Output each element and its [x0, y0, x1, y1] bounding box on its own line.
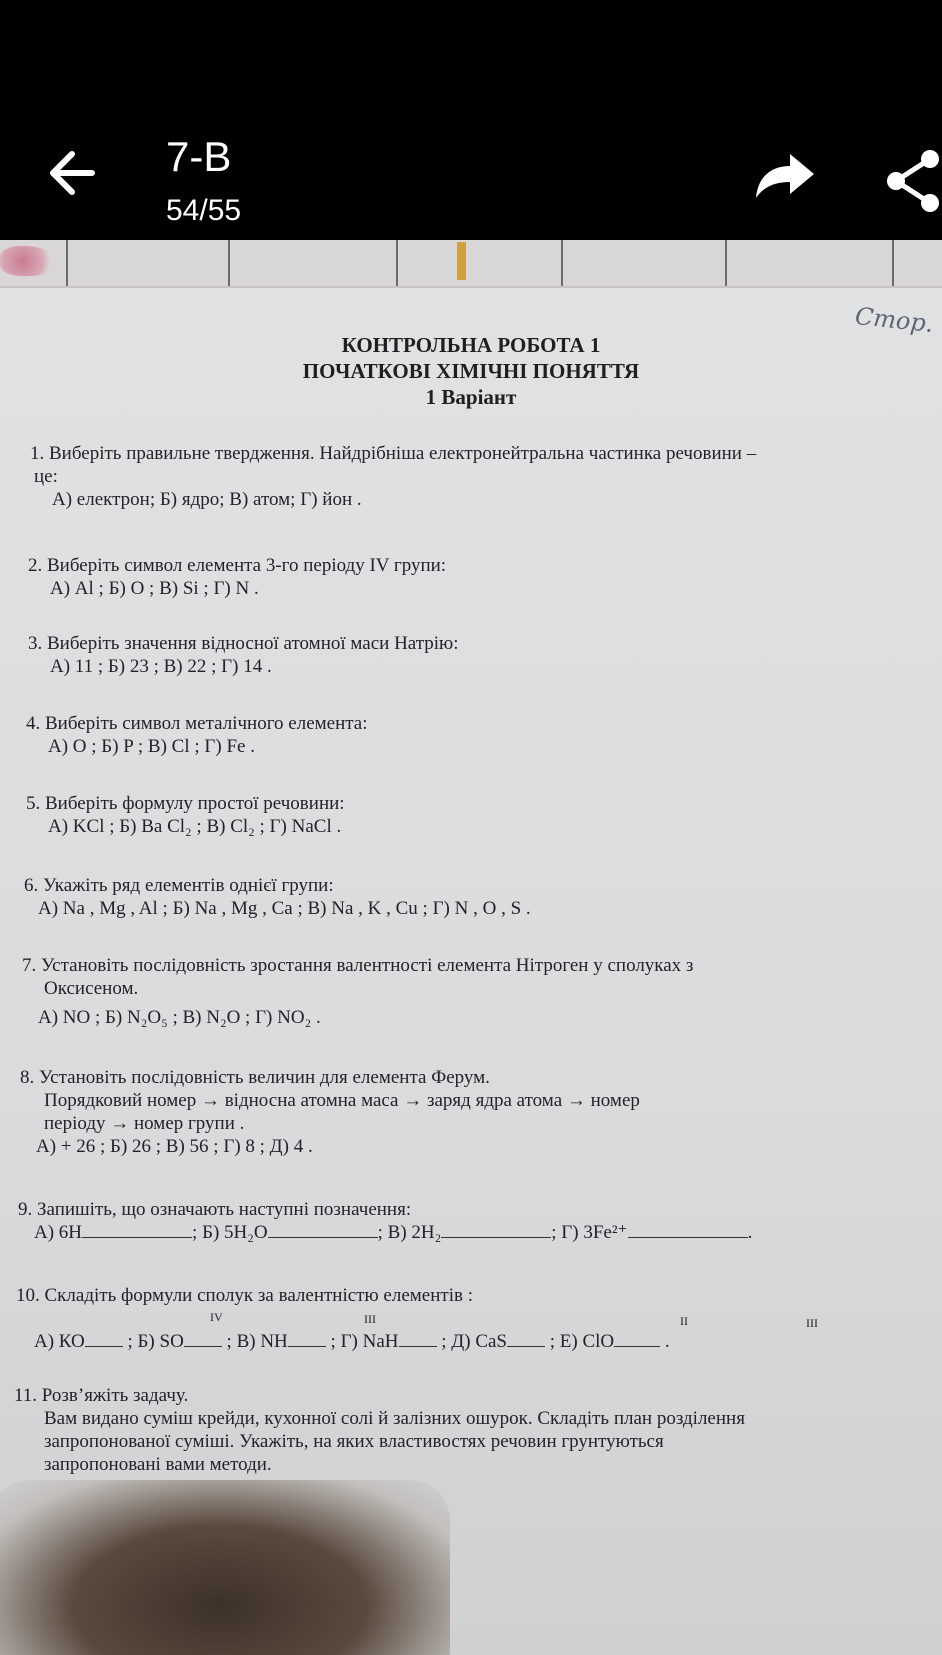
- valence-iii-label: ІІІ: [364, 1312, 376, 1326]
- question-7-stem: 7. Установіть послідовність зростання валентності елемента Нітроген у сполуках з: [22, 955, 694, 976]
- header-line-1: КОНТРОЛЬНА РОБОТА 1: [341, 333, 601, 357]
- question-3-stem: 3. Виберіть значення відносної атомної маси Натрію:: [28, 633, 459, 654]
- question-9-stem: 9. Запишіть, що означають наступні позначення:: [18, 1199, 412, 1220]
- question-5: [26, 792, 345, 838]
- ruler-tick: [66, 240, 68, 286]
- question-8: [20, 1066, 640, 1158]
- answer-blank[interactable]: [441, 1221, 551, 1238]
- question-9-options: А) 6Н ; Б) 5Н₂О ; В) 2Н₂ ; Г) 3Fe²⁺ .: [34, 1222, 753, 1243]
- question-6: [24, 874, 531, 920]
- question-10-options: А) КО ; Б) SO ; В) NH ; Г) NaH ; Д) CaS ; Е) ClO .: [34, 1331, 670, 1352]
- forward-button[interactable]: [748, 148, 818, 204]
- q10-option-f: Е) ClO: [559, 1331, 615, 1352]
- header-line-3: 1 Варіант: [425, 385, 517, 409]
- q10-option-a: А) КО: [34, 1331, 85, 1352]
- question-2-options: А) Al ; Б) O ; В) Si ; Г) N .: [50, 578, 259, 599]
- chat-title: 7-В: [166, 133, 232, 180]
- q9-option-c: В) 2Н₂: [387, 1222, 442, 1243]
- q9-option-d: Г) 3Fe²⁺: [561, 1222, 628, 1243]
- valence-iii-label: ІІІ: [806, 1316, 818, 1330]
- answer-blank[interactable]: [614, 1330, 660, 1347]
- question-3: [28, 632, 459, 678]
- q10-option-d: Г) NaH: [340, 1331, 399, 1352]
- question-11-line-3: запропоновані вами методи.: [44, 1454, 272, 1475]
- ruler-tick: [725, 240, 727, 286]
- question-6-stem: 6. Укажіть ряд елементів однієї групи:: [24, 875, 334, 896]
- q10-option-e: Д) CaS: [451, 1331, 507, 1352]
- question-7: [22, 954, 693, 1029]
- question-2-stem: 2. Виберіть символ елемента 3-го періоду IV групи:: [28, 555, 447, 576]
- tape-strip: [457, 242, 466, 280]
- answer-blank[interactable]: [184, 1330, 222, 1347]
- question-11-line-2: запропонованої суміші. Укажіть, на яких властивостях речовин грунтуються: [44, 1431, 664, 1452]
- question-1-options: А) електрон; Б) ядро; В) атом; Г) йон .: [52, 489, 362, 510]
- ruler-strip: [0, 240, 942, 288]
- ruler-tick: [892, 240, 894, 286]
- answer-blank[interactable]: [288, 1330, 326, 1347]
- question-8-stem-line2: Порядковий номер → відносна атомна маса → заряд ядра атома → номер: [44, 1090, 640, 1111]
- valence-iv-label: IV: [210, 1310, 223, 1324]
- share-icon: [882, 145, 942, 215]
- question-8-stem: 8. Установіть послідовність величин для елемента Ферум.: [20, 1067, 490, 1088]
- question-8-options: А) + 26 ; Б) 26 ; В) 56 ; Г) 8 ; Д) 4 .: [36, 1136, 313, 1157]
- answer-blank[interactable]: [268, 1221, 378, 1238]
- question-5-stem: 5. Виберіть формулу простої речовини:: [26, 793, 345, 814]
- valence-ii-label: ІІ: [680, 1314, 688, 1328]
- question-5-options: А) KCl ; Б) Ba Cl₂ ; В) Cl₂ ; Г) NaCl .: [48, 816, 342, 837]
- question-10: [16, 1284, 473, 1307]
- worksheet-header: [0, 332, 942, 410]
- question-11-stem: 11. Розв’яжіть задачу.: [14, 1385, 189, 1406]
- share-button[interactable]: [882, 145, 942, 215]
- header-line-2: ПОЧАТКОВІ ХІМІЧНІ ПОНЯТТЯ: [302, 359, 640, 383]
- answer-blank[interactable]: [399, 1330, 437, 1347]
- answer-blank[interactable]: [82, 1221, 192, 1238]
- ink-mark: [0, 246, 56, 276]
- handwritten-note: Стор.: [853, 301, 935, 339]
- question-4: [26, 712, 368, 758]
- question-1-stem-cont: це:: [34, 466, 58, 487]
- question-7-stem-cont: Оксисеном.: [44, 978, 139, 999]
- q9-option-a: А) 6Н: [34, 1222, 83, 1243]
- answer-blank[interactable]: [507, 1330, 545, 1347]
- ruler-tick: [228, 240, 230, 286]
- question-8-stem-line3: періоду → номер групи .: [44, 1113, 245, 1134]
- question-4-stem: 4. Виберіть символ металічного елемента:: [26, 713, 368, 734]
- q10-option-b: Б) SO: [137, 1331, 184, 1352]
- question-3-options: А) 11 ; Б) 23 ; В) 22 ; Г) 14 .: [50, 656, 272, 677]
- q10-option-c: В) NH: [236, 1331, 288, 1352]
- question-10-stem: 10. Складіть формули сполук за валентністю елементів :: [16, 1285, 473, 1306]
- question-4-options: А) O ; Б) P ; В) Cl ; Г) Fe .: [48, 736, 255, 757]
- question-11-line-1: Вам видано суміш крейди, кухонної солі й залізних ошурок. Складіть план розділення: [44, 1408, 745, 1429]
- forward-arrow-icon: [748, 148, 818, 204]
- question-1: [30, 442, 756, 511]
- finger-shadow: [0, 1480, 450, 1655]
- question-7-options: А) NO ; Б) N₂O₅ ; В) N₂O ; Г) NO₂ .: [38, 1007, 321, 1028]
- answer-blank[interactable]: [85, 1330, 123, 1347]
- ruler-tick: [396, 240, 398, 286]
- ruler-tick: [561, 240, 563, 286]
- answer-blank[interactable]: [628, 1221, 748, 1238]
- q9-option-b: Б) 5Н₂О: [202, 1222, 268, 1243]
- question-6-options: А) Na , Mg , Al ; Б) Na , Mg , Ca ; В) Na , K , Cu ; Г) N , O , S .: [38, 898, 531, 919]
- question-9: [18, 1198, 752, 1244]
- worksheet-photo: [0, 240, 942, 1655]
- image-counter: 54/55: [166, 194, 242, 227]
- back-button[interactable]: [40, 138, 110, 208]
- question-2: [28, 554, 446, 600]
- question-11: [14, 1384, 745, 1476]
- arrow-left-icon: [40, 138, 110, 208]
- question-1-stem: 1. Виберіть правильне твердження. Найдрібніша електронейтральна частинка речовини –: [30, 443, 757, 464]
- top-app-bar: [0, 0, 942, 240]
